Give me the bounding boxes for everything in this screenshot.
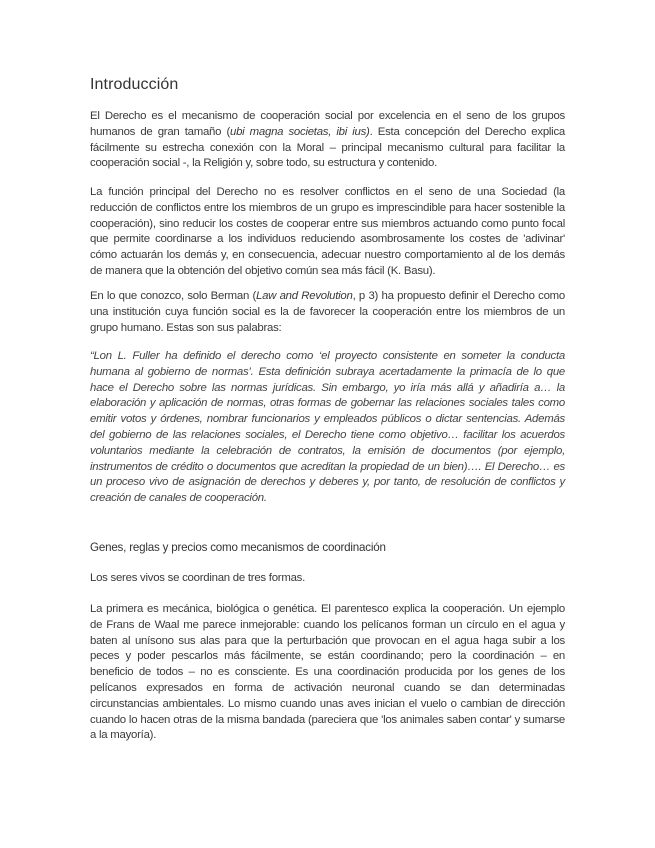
paragraph-berman: [90, 289, 565, 336]
page-title: Introducción: [90, 76, 179, 93]
paragraph-berman-text: En lo que conozco, solo Berman (: [90, 290, 257, 302]
book-title: Law and Revolution: [256, 290, 353, 302]
block-quote: “Lon L. Fuller ha definido el derecho como ‘el proyecto consistente en someter la conducta humana al gobierno de normas’. Esta definición subraya acertadamente la primacía de lo que hace el Derecho sobre las normas jurídicas. Sin embargo, yo iría más allá y añadiría a… la elaboración y aplicación de normas, otras formas de gobernar las relaciones sociales tales como emitir votos y órdenes, nombrar funcionarios y empleados públicos o dictar sentencias. Además del gobierno de las relaciones sociales, el Derecho tiene como objetivo… facilitar los acuerdos voluntarios mediante la celebración de contratos, la emisión de documentos (por ejemplo, instrumentos de crédito o documentos que acreditan la propiedad de un bien)…. El Derecho… es un proceso vivo de asignación de derechos y deberes y, por tanto, de resolución de conflictos y creación de canales de cooperación.: [90, 350, 565, 505]
paragraph-intro-text: El Derecho es el mecanismo de cooperación social por excelencia en el seno de los grupos humanos de gran tamaño (: [90, 110, 565, 138]
paragraph-function: La función principal del Derecho no es resolver conflictos en el seno de una Sociedad (la reducción de conflictos entre los miembros de un grupo es imprescindible para hacer sostenible la cooperación), sino reducir los costes de cooperar entre sus miembros actuando como punto focal que permite coordinarse a los individuos reduciendo asombrosamente los costes de 'adivinar' cómo actuarán los demás y, en consecuencia, adecuar nuestro comportamiento al de los demás de manera que la obtención del objetivo común sea más fácil (K. Basu).: [90, 186, 565, 277]
paragraph-intro: [90, 109, 565, 172]
paragraph-three-forms: Los seres vivos se coordinan de tres formas.: [90, 572, 306, 584]
section-heading: Genes, reglas y precios como mecanismos de coordinación: [90, 541, 386, 554]
paragraph-intro-text-cont: . Esta concepción del Derecho explica fácilmente su estrecha conexión con la Moral – principal mecanismo cultural para facilitar la cooperación social -, la Religión y, sobre todo, su estructura y contenido.: [90, 125, 565, 170]
paragraph-genetic: La primera es mecánica, biológica o genética. El parentesco explica la cooperación. Un ejemplo de Frans de Waal me parece inmejorable: cuando los pelícanos forman un círculo en el agua y baten al unísono sus alas para que la perturbación que provocan en el agua haga subir a los peces y poder pescarlos más fácilmente, se están coordinando; pero la coordinación – en beneficio de todos – no es consciente. Es una coordinación producida por los genes de los pelícanos expresados en forma de activación neuronal cuando se dan determinadas circunstancias ambientales. Lo mismo cuando unas aves inician el vuelo o cambian de dirección cuando lo hacen otras de la misma bandada (pareciera que 'los animales saben contar' y sumarse a la mayoría).: [90, 603, 565, 742]
paragraph-berman-text-cont: , p 3) ha propuesto definir el Derecho como una institución cuya función social es la de favorecer la cooperación entre los miembros de un grupo humano. Estas son sus palabras:: [90, 290, 565, 334]
latin-phrase: ubi magna societas, ibi ius): [230, 125, 370, 138]
